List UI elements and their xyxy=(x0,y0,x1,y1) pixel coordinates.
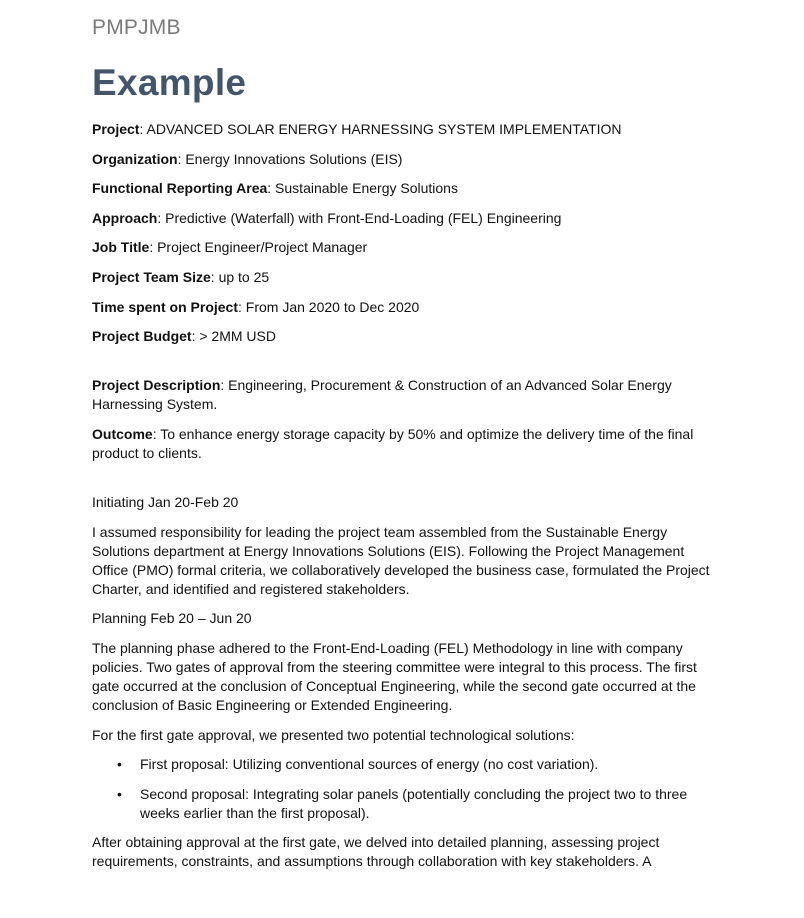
field-value: : Sustainable Energy Solutions xyxy=(267,180,458,197)
field-value: : To enhance energy storage capacity by 50% and optimize the delivery time of the final product to clients. xyxy=(92,425,694,461)
planning-paragraph: The planning phase adhered to the Front-End-Loading (FEL) Methodology in line with company policies. Two gates of approval from the steering committee were integral to this process. The first gate occurred at the conclusion of Conceptual Engineering, while the second gate occurred at the conclusion of Basic Engineering or Extended Engineering. xyxy=(92,639,697,713)
field-label: Organization xyxy=(92,150,178,167)
spacer xyxy=(92,357,717,377)
document-body xyxy=(92,120,717,882)
field-organization xyxy=(92,150,717,169)
field-label: Functional Reporting Area xyxy=(92,180,268,197)
field-value: : Predictive (Waterfall) with Front-End-Loading (FEL) Engineering xyxy=(157,209,562,226)
field-functional-area xyxy=(92,179,717,198)
field-label: Time spent on Project xyxy=(92,298,238,315)
field-value: : Energy Innovations Solutions (EIS) xyxy=(177,150,403,167)
list-item-text: Second proposal: Integrating solar panels (potentially concluding the project two to three weeks earlier than the first proposal). xyxy=(140,785,688,821)
field-team-size xyxy=(92,268,717,287)
field-value: : From Jan 2020 to Dec 2020 xyxy=(238,298,420,315)
project-outcome xyxy=(92,425,717,463)
bullet-icon: • xyxy=(117,756,122,773)
project-description xyxy=(92,376,717,414)
field-label: Outcome xyxy=(92,425,153,442)
planning-after-paragraph: After obtaining approval at the first gate, we delved into detailed planning, assessing project requirements, constraints, and assumptions through collaboration with key stakeholders. A xyxy=(92,834,660,870)
field-label: Project Description xyxy=(92,377,221,394)
document-title: Example xyxy=(92,62,247,103)
field-budget xyxy=(92,327,717,346)
field-job-title xyxy=(92,238,717,257)
field-time-spent xyxy=(92,298,717,317)
field-approach xyxy=(92,209,717,228)
field-label: Project xyxy=(92,121,140,137)
proposal-list xyxy=(92,755,717,823)
list-item xyxy=(92,785,717,823)
field-label: Approach xyxy=(92,209,158,226)
field-label: Job Title xyxy=(92,239,150,256)
initiating-heading: Initiating Jan 20-Feb 20 xyxy=(92,494,239,511)
field-value: : up to 25 xyxy=(210,268,270,285)
planning-intro: For the first gate approval, we presented two potential technological solutions: xyxy=(92,726,575,743)
field-value: : ADVANCED SOLAR ENERGY HARNESSING SYSTEM IMPLEMENTATION xyxy=(139,121,622,137)
list-item-text: First proposal: Utilizing conventional sources of energy (no cost variation). xyxy=(140,756,599,773)
field-project xyxy=(92,120,717,139)
field-value: : Engineering, Procurement & Construction of an Advanced Solar Energy Harnessing System. xyxy=(92,377,672,413)
bullet-icon: • xyxy=(117,785,122,802)
brand-header: PMPJMB xyxy=(92,16,181,39)
field-label: Project Budget xyxy=(92,328,192,345)
field-value: : Project Engineer/Project Manager xyxy=(149,239,368,256)
list-item xyxy=(92,755,717,774)
field-value: : > 2MM USD xyxy=(191,328,276,345)
field-label: Project Team Size xyxy=(92,268,211,285)
spacer xyxy=(92,474,717,494)
planning-heading: Planning Feb 20 – Jun 20 xyxy=(92,610,252,627)
initiating-paragraph: I assumed responsibility for leading the project team assembled from the Sustainable Energy Solutions department at Energy Innovations Solutions (EIS). Following the Project Management Office (PMO) formal criteria, we collaboratively developed the business case, formulated the Project Charter, and identified and registered stakeholders. xyxy=(92,523,710,597)
